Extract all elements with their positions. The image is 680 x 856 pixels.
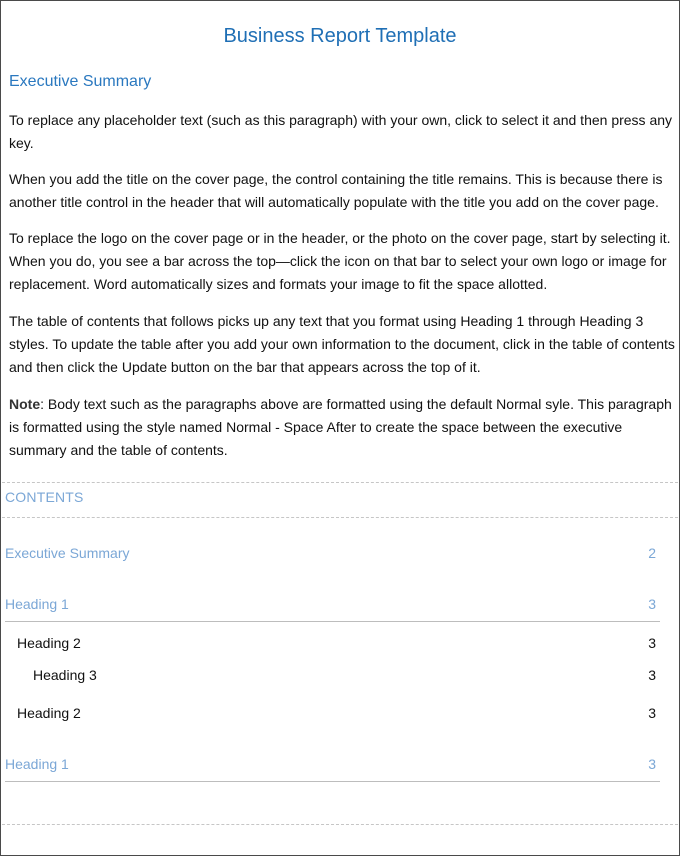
toc-heading: CONTENTS [5,489,84,505]
note-paragraph [9,393,677,462]
toc-entry-label: Heading 1 [5,596,69,612]
toc-entry-heading-2[interactable] [5,635,660,651]
body-paragraph-1: To replace any placeholder text (such as this paragraph) with your own, click to select it and then press any key. [9,112,673,151]
body-paragraph-4: The table of contents that follows picks up any text that you format using Heading 1 through Heading 3 styles. To update the table after you add your own information to the document, click in the table of contents and then click the Update button on the bar that appears across the top of it. [9,313,675,375]
note-label: Note [9,396,41,412]
toc-entry-heading-2-second[interactable] [5,705,660,721]
body-paragraph-3: To replace the logo on the cover page or in the header, or the photo on the cover page, start by selecting it. When you do, you see a bar across the top—click the icon on that bar to select your own logo or image for replacement. Word automatically sizes and formats your image to fit the space allotted. [9,230,671,292]
toc-entry-page: 3 [648,596,656,612]
toc-entry-page: 3 [648,756,656,772]
toc-entry-page: 2 [648,545,656,561]
toc-entry-label: Heading 2 [17,635,81,651]
toc-entry-heading-1[interactable] [5,596,660,622]
toc-entry-page: 3 [648,705,656,721]
executive-summary-heading: Executive Summary [9,73,152,90]
toc-entry-heading-1-second[interactable] [5,756,660,782]
toc-entry-label: Executive Summary [5,545,130,561]
document-title: Business Report Template [223,25,457,47]
toc-entry-page: 3 [648,667,656,683]
toc-entry-label: Heading 2 [17,705,81,721]
toc-entry-label: Heading 3 [33,667,97,683]
toc-entry-executive-summary[interactable] [5,545,660,561]
body-paragraph-2: When you add the title on the cover page, the control containing the title remains. This is because there is another title control in the header that will automatically populate with the title you add on the cover page. [9,171,663,210]
note-text: : Body text such as the paragraphs above are formatted using the default Normal syle. This paragraph is formatted using the style named Normal - Space After to create the space between the executive summary and the table of contents. [9,396,672,458]
toc-top-divider [2,482,678,483]
toc-heading-divider [2,517,678,518]
toc-entry-heading-3[interactable] [5,667,660,683]
toc-bottom-divider [2,824,678,825]
toc-entry-label: Heading 1 [5,756,69,772]
toc-entry-page: 3 [648,635,656,651]
